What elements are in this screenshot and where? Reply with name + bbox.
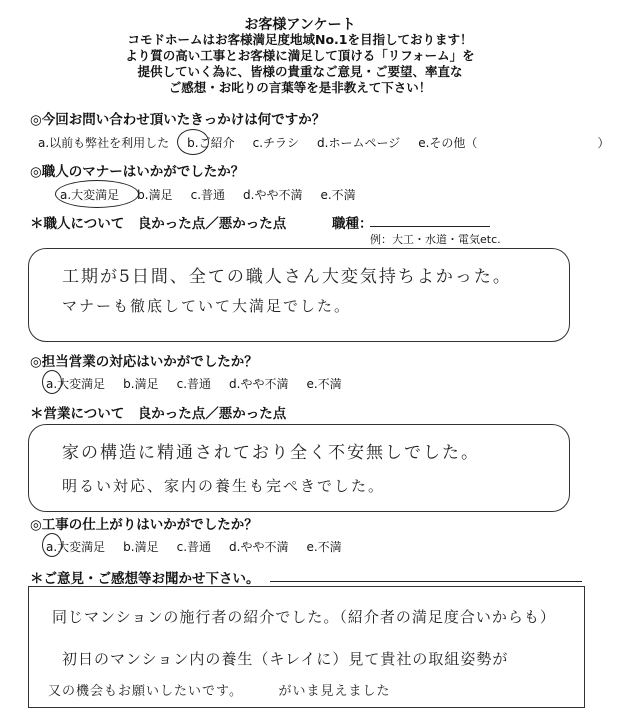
sales-comment-line-2: 明るい対応、家内の養生も完ぺきでした。 (62, 477, 386, 495)
q1-option-e[interactable]: e.その他（ (418, 136, 478, 150)
q1-options (38, 134, 627, 151)
q3-options (46, 375, 360, 392)
q3-question: ◎担当営業の対応はいかがでしたか？ (30, 354, 258, 370)
craftsman-comment-line-2: マナーも徹底していて大満足でした。 (62, 297, 352, 315)
occupation-input-line[interactable] (370, 226, 490, 227)
q3-option-c[interactable]: c.普通 (176, 377, 212, 391)
q4-option-d[interactable]: d.やや不満 (229, 540, 289, 554)
q4-option-c[interactable]: c.普通 (176, 540, 212, 554)
q1-option-close: ） (597, 136, 610, 150)
occupation-label: 職種： (332, 216, 373, 232)
q2-comment-label: ＊職人について 良かった点／悪かった点 (30, 216, 287, 232)
intro-line-3: 提供していく為に、皆様の貴重なご意見・ご要望、率直な (137, 64, 463, 79)
q1-selection-circle (177, 129, 209, 155)
q1-option-c[interactable]: c.チラシ (252, 136, 300, 150)
q1-option-b[interactable]: b.ご紹介 (187, 136, 235, 150)
occupation-example: 例：大工・水道・電気etc. (370, 233, 501, 246)
q2-option-e[interactable]: e.不満 (320, 188, 356, 202)
survey-title: お客様アンケート (244, 17, 356, 33)
q3-selection-circle (42, 370, 62, 394)
q3-option-a[interactable]: a.大変満足 (46, 377, 106, 391)
q3-option-d[interactable]: d.やや不満 (229, 377, 289, 391)
feedback-line-3: 又の機会もお願いしたいです。 がいま見えました (48, 684, 391, 699)
q1-option-d[interactable]: d.ホームページ (317, 136, 401, 150)
feedback-line-2: 初日のマンション内の養生（キレイに）見て貴社の取組姿勢が (62, 650, 509, 668)
q4-question: ◎工事の仕上がりはいかがでしたか？ (30, 517, 258, 533)
q3-option-e[interactable]: e.不満 (306, 377, 342, 391)
q4-option-e[interactable]: e.不満 (306, 540, 342, 554)
q4-option-b[interactable]: b.満足 (123, 540, 159, 554)
q4-selection-circle (42, 533, 62, 557)
q2-option-d[interactable]: d.やや不満 (243, 188, 303, 202)
feedback-line-1: 同じマンションの施行者の紹介でした。（紹介者の満足度合いからも） (52, 608, 556, 626)
q4-option-a[interactable]: a.大変満足 (46, 540, 106, 554)
q1-question: ◎今回お問い合わせ頂いたきっかけは何ですか？ (30, 112, 326, 128)
q5-rule (270, 581, 582, 582)
q2-option-a[interactable]: a.大変満足 (60, 188, 120, 202)
sales-comment-line-1: 家の構造に精通されており全く不安無しでした。 (62, 443, 480, 463)
intro-line-4: ご感想・お叱りの言葉等を是非教えて下さい！ (168, 80, 432, 95)
intro-line-1: コモドホームはお客様満足度地域No.1を目指しております！ (127, 32, 473, 47)
q3-comment-label: ＊営業について 良かった点／悪かった点 (30, 406, 287, 422)
q3-option-b[interactable]: b.満足 (123, 377, 159, 391)
q5-question: ＊ご意見・ご感想等お聞かせ下さい。 (30, 571, 260, 587)
q1-option-a[interactable]: a.以前も弊社を利用した (38, 136, 170, 150)
q4-options (46, 538, 360, 555)
q2-question: ◎職人のマナーはいかがでしたか？ (30, 164, 245, 180)
q2-option-b[interactable]: b.満足 (137, 188, 173, 202)
craftsman-comment-line-1: 工期が5日間、全ての職人さん大変気持ちよかった。 (62, 267, 512, 287)
intro-line-2: より質の高い工事とお客様に満足して頂ける「リフォーム」を (125, 48, 475, 63)
q2-option-c[interactable]: c.普通 (190, 188, 226, 202)
q2-selection-circle (55, 180, 139, 208)
